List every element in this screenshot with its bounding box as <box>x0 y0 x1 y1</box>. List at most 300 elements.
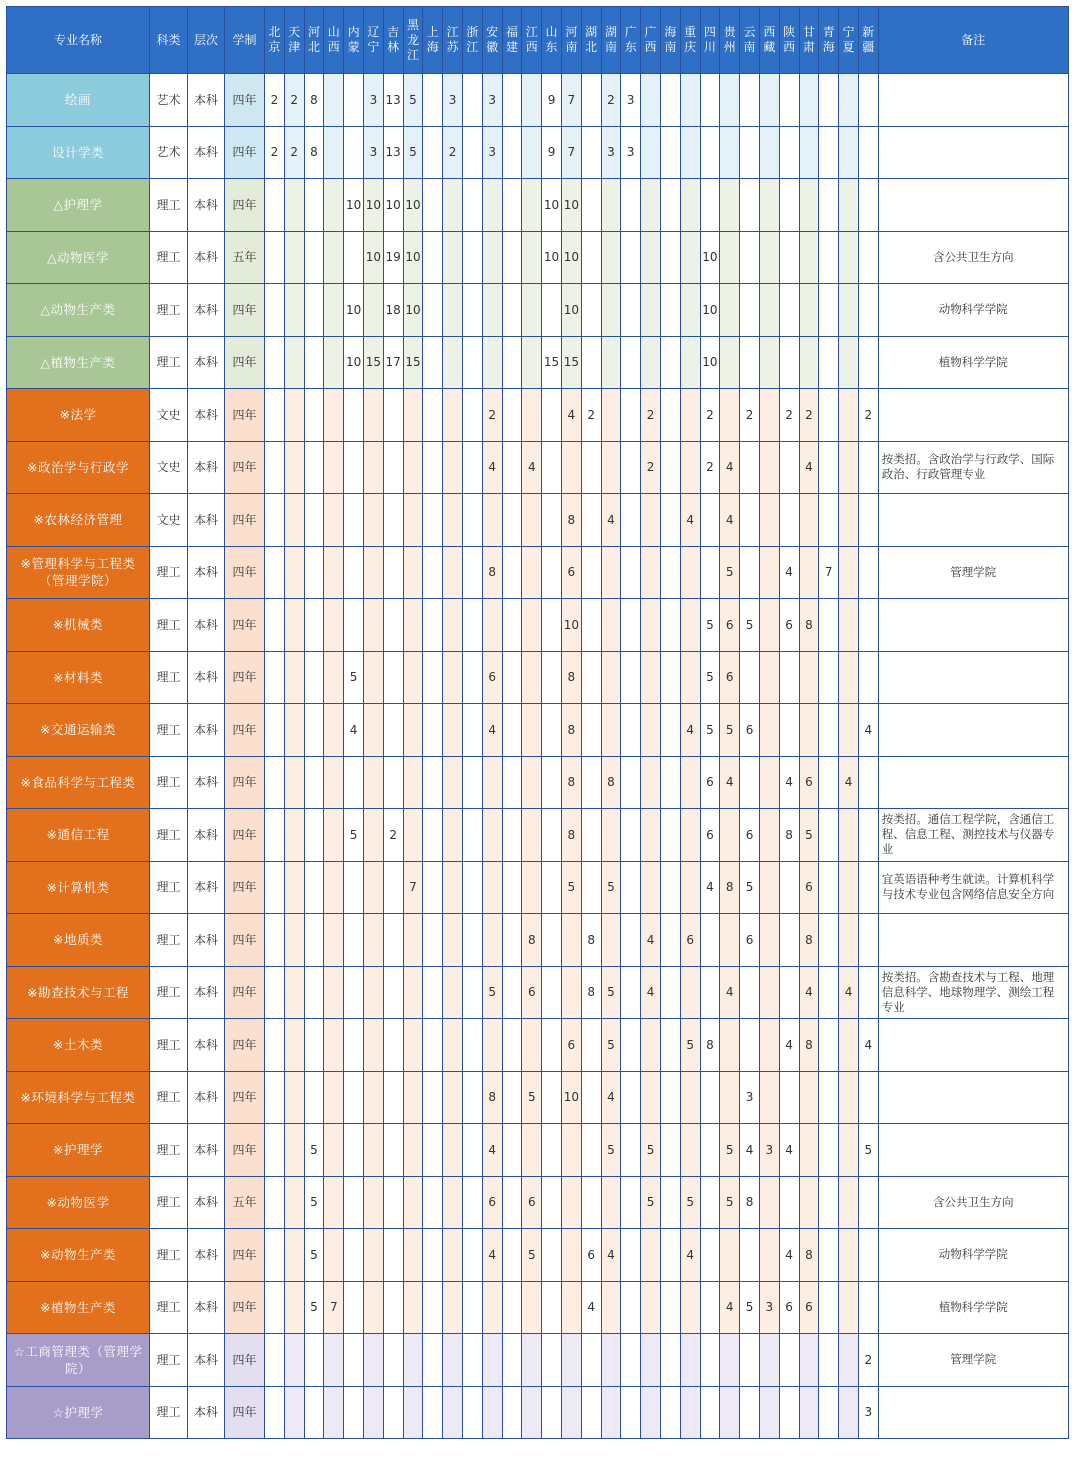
quota-cell <box>839 389 859 442</box>
quota-cell <box>462 231 482 284</box>
note-cell: 管理学院 <box>878 546 1068 599</box>
quota-cell <box>740 1019 760 1072</box>
quota-cell <box>839 336 859 389</box>
quota-cell <box>621 756 641 809</box>
quota-cell: 6 <box>680 914 700 967</box>
table-row <box>7 284 1069 337</box>
quota-cell <box>462 1176 482 1229</box>
quota-cell <box>700 1386 720 1439</box>
quota-cell <box>858 1229 878 1282</box>
level-cell: 本科 <box>188 704 225 757</box>
quota-cell <box>522 704 542 757</box>
quota-cell <box>502 914 522 967</box>
duration-cell: 四年 <box>225 651 265 704</box>
table-row <box>7 441 1069 494</box>
quota-cell <box>344 1176 364 1229</box>
quota-cell: 10 <box>363 231 383 284</box>
quota-cell: 5 <box>522 1229 542 1282</box>
quota-cell: 6 <box>779 1281 799 1334</box>
note-cell <box>878 1071 1068 1124</box>
quota-cell <box>462 1281 482 1334</box>
quota-cell <box>621 389 641 442</box>
header-province: 江苏 <box>443 7 463 74</box>
major-name-cell: △动物生产类 <box>7 284 150 337</box>
note-cell: 按类招。含政治学与行政学、国际政治、行政管理专业 <box>878 441 1068 494</box>
category-cell: 理工 <box>150 1334 188 1387</box>
quota-cell <box>660 441 680 494</box>
header-province: 云南 <box>740 7 760 74</box>
quota-cell <box>759 74 779 127</box>
header-province: 广西 <box>641 7 661 74</box>
quota-cell <box>700 74 720 127</box>
quota-cell <box>700 546 720 599</box>
quota-cell: 3 <box>621 74 641 127</box>
quota-cell <box>660 704 680 757</box>
quota-cell: 8 <box>799 1229 819 1282</box>
quota-cell <box>700 1334 720 1387</box>
quota-cell: 3 <box>482 74 502 127</box>
note-cell <box>878 1386 1068 1439</box>
quota-cell: 4 <box>720 966 740 1019</box>
note-cell <box>878 599 1068 652</box>
quota-cell: 10 <box>700 231 720 284</box>
quota-cell: 8 <box>799 599 819 652</box>
quota-cell: 5 <box>641 1124 661 1177</box>
quota-cell <box>363 1124 383 1177</box>
quota-cell <box>344 389 364 442</box>
quota-cell <box>819 179 839 232</box>
quota-cell <box>759 494 779 547</box>
quota-cell <box>304 494 324 547</box>
note-cell <box>878 1019 1068 1072</box>
quota-cell <box>443 1019 463 1072</box>
quota-cell <box>660 231 680 284</box>
note-cell: 动物科学学院 <box>878 1229 1068 1282</box>
header-province: 辽宁 <box>363 7 383 74</box>
quota-cell <box>660 1019 680 1072</box>
quota-cell <box>482 756 502 809</box>
quota-cell <box>641 126 661 179</box>
quota-cell <box>621 494 641 547</box>
quota-cell <box>819 336 839 389</box>
quota-cell <box>819 809 839 862</box>
level-cell: 本科 <box>188 651 225 704</box>
quota-cell: 6 <box>799 1281 819 1334</box>
quota-cell: 17 <box>383 336 403 389</box>
quota-cell: 5 <box>740 1281 760 1334</box>
quota-cell: 10 <box>542 231 562 284</box>
quota-cell <box>344 1124 364 1177</box>
quota-cell <box>839 651 859 704</box>
quota-cell <box>720 1019 740 1072</box>
quota-cell <box>799 1334 819 1387</box>
quota-cell <box>839 1176 859 1229</box>
quota-cell <box>284 704 304 757</box>
quota-cell <box>403 389 423 442</box>
quota-cell: 6 <box>700 809 720 862</box>
major-name-cell: △植物生产类 <box>7 336 150 389</box>
quota-cell <box>284 1124 304 1177</box>
quota-cell <box>304 546 324 599</box>
quota-cell <box>641 809 661 862</box>
quota-cell <box>561 1176 581 1229</box>
quota-cell: 3 <box>621 126 641 179</box>
quota-cell <box>759 126 779 179</box>
header-province: 吉林 <box>383 7 403 74</box>
quota-cell: 8 <box>581 914 601 967</box>
quota-cell <box>363 389 383 442</box>
table-row <box>7 1281 1069 1334</box>
quota-cell <box>720 809 740 862</box>
quota-cell <box>482 861 502 914</box>
quota-cell: 4 <box>581 1281 601 1334</box>
quota-cell <box>344 1386 364 1439</box>
quota-cell <box>839 1229 859 1282</box>
quota-cell <box>680 1071 700 1124</box>
quota-cell <box>779 1386 799 1439</box>
quota-cell: 2 <box>779 389 799 442</box>
quota-cell <box>601 336 621 389</box>
quota-cell <box>502 1176 522 1229</box>
quota-cell: 4 <box>720 1281 740 1334</box>
quota-cell <box>542 756 562 809</box>
quota-cell: 4 <box>779 1124 799 1177</box>
quota-cell <box>581 546 601 599</box>
quota-cell <box>502 336 522 389</box>
quota-cell: 4 <box>522 441 542 494</box>
quota-cell <box>581 1334 601 1387</box>
quota-cell <box>839 179 859 232</box>
quota-cell <box>779 651 799 704</box>
duration-cell: 四年 <box>225 756 265 809</box>
category-cell: 理工 <box>150 336 188 389</box>
quota-cell <box>542 1071 562 1124</box>
quota-cell <box>443 441 463 494</box>
quota-cell <box>660 1229 680 1282</box>
quota-cell <box>363 1229 383 1282</box>
quota-cell <box>502 74 522 127</box>
major-name-cell: ※政治学与行政学 <box>7 441 150 494</box>
header-province: 陕西 <box>779 7 799 74</box>
quota-cell: 2 <box>284 126 304 179</box>
category-cell: 理工 <box>150 1176 188 1229</box>
major-name-cell: ※环境科学与工程类 <box>7 1071 150 1124</box>
quota-cell <box>858 1281 878 1334</box>
quota-cell <box>383 1071 403 1124</box>
quota-cell <box>759 756 779 809</box>
header-province: 天津 <box>284 7 304 74</box>
quota-cell <box>344 74 364 127</box>
quota-cell <box>423 336 443 389</box>
quota-cell: 4 <box>344 704 364 757</box>
quota-cell <box>324 599 344 652</box>
quota-cell <box>482 1386 502 1439</box>
category-cell: 理工 <box>150 1019 188 1072</box>
quota-cell <box>660 336 680 389</box>
quota-cell <box>403 809 423 862</box>
quota-cell <box>403 756 423 809</box>
quota-cell <box>443 231 463 284</box>
quota-cell <box>363 1019 383 1072</box>
quota-cell: 8 <box>561 809 581 862</box>
quota-cell <box>423 599 443 652</box>
quota-cell <box>542 389 562 442</box>
major-name-cell: ※机械类 <box>7 599 150 652</box>
quota-cell <box>819 651 839 704</box>
quota-cell <box>284 494 304 547</box>
quota-cell <box>581 1176 601 1229</box>
table-row <box>7 756 1069 809</box>
quota-cell <box>284 284 304 337</box>
quota-cell: 10 <box>561 231 581 284</box>
level-cell: 本科 <box>188 1281 225 1334</box>
quota-cell: 8 <box>561 704 581 757</box>
quota-cell <box>542 284 562 337</box>
quota-cell <box>462 1334 482 1387</box>
quota-cell: 2 <box>858 389 878 442</box>
quota-cell <box>344 441 364 494</box>
quota-cell: 8 <box>304 126 324 179</box>
quota-cell <box>383 756 403 809</box>
quota-cell: 2 <box>740 389 760 442</box>
table-row <box>7 651 1069 704</box>
quota-cell: 2 <box>265 74 285 127</box>
level-cell: 本科 <box>188 1386 225 1439</box>
quota-cell <box>740 74 760 127</box>
quota-cell <box>482 809 502 862</box>
table-row <box>7 914 1069 967</box>
quota-cell <box>423 126 443 179</box>
quota-cell <box>641 704 661 757</box>
quota-cell <box>363 441 383 494</box>
quota-cell <box>443 966 463 1019</box>
quota-cell <box>423 704 443 757</box>
quota-cell: 3 <box>363 126 383 179</box>
quota-cell <box>660 1176 680 1229</box>
quota-cell: 10 <box>403 231 423 284</box>
quota-cell <box>324 861 344 914</box>
quota-cell <box>839 1386 859 1439</box>
quota-cell <box>284 756 304 809</box>
quota-cell <box>799 546 819 599</box>
note-cell <box>878 179 1068 232</box>
quota-cell <box>462 284 482 337</box>
duration-cell: 四年 <box>225 861 265 914</box>
table-row <box>7 1386 1069 1439</box>
quota-cell <box>779 336 799 389</box>
quota-cell <box>344 1229 364 1282</box>
header-province: 河北 <box>304 7 324 74</box>
quota-cell <box>502 966 522 1019</box>
quota-cell: 2 <box>383 809 403 862</box>
quota-cell <box>304 179 324 232</box>
quota-cell <box>443 336 463 389</box>
quota-cell: 2 <box>641 441 661 494</box>
quota-cell <box>542 651 562 704</box>
quota-cell: 4 <box>482 704 502 757</box>
quota-cell <box>680 1124 700 1177</box>
header-province: 海南 <box>660 7 680 74</box>
quota-cell <box>383 494 403 547</box>
quota-cell: 5 <box>700 651 720 704</box>
quota-cell <box>423 179 443 232</box>
quota-cell <box>720 284 740 337</box>
header-province: 青海 <box>819 7 839 74</box>
category-cell: 理工 <box>150 756 188 809</box>
category-cell: 理工 <box>150 599 188 652</box>
quota-cell <box>324 74 344 127</box>
quota-cell <box>522 546 542 599</box>
level-cell: 本科 <box>188 179 225 232</box>
quota-cell <box>423 1071 443 1124</box>
quota-cell: 10 <box>403 179 423 232</box>
quota-cell <box>660 914 680 967</box>
level-cell: 本科 <box>188 1229 225 1282</box>
quota-cell <box>344 1334 364 1387</box>
major-name-cell: ※交通运输类 <box>7 704 150 757</box>
quota-cell <box>581 1071 601 1124</box>
quota-cell <box>443 494 463 547</box>
major-name-cell: ☆工商管理类（管理学院） <box>7 1334 150 1387</box>
header-province: 新疆 <box>858 7 878 74</box>
quota-cell <box>839 1019 859 1072</box>
quota-cell: 4 <box>799 441 819 494</box>
quota-cell <box>502 546 522 599</box>
quota-cell: 5 <box>720 1176 740 1229</box>
quota-cell <box>839 1334 859 1387</box>
quota-cell <box>522 599 542 652</box>
quota-cell <box>680 126 700 179</box>
quota-cell <box>779 179 799 232</box>
table-row <box>7 494 1069 547</box>
quota-cell <box>304 914 324 967</box>
quota-cell <box>839 494 859 547</box>
table-row <box>7 126 1069 179</box>
quota-cell <box>759 1176 779 1229</box>
quota-cell: 10 <box>700 284 720 337</box>
duration-cell: 四年 <box>225 1071 265 1124</box>
quota-cell: 4 <box>858 1019 878 1072</box>
quota-cell: 10 <box>561 1071 581 1124</box>
category-cell: 理工 <box>150 231 188 284</box>
quota-cell <box>858 494 878 547</box>
quota-cell <box>621 651 641 704</box>
duration-cell: 四年 <box>225 336 265 389</box>
quota-cell <box>641 1281 661 1334</box>
quota-cell <box>819 1124 839 1177</box>
quota-cell <box>304 1386 324 1439</box>
quota-cell <box>759 231 779 284</box>
quota-cell <box>581 809 601 862</box>
quota-cell <box>344 231 364 284</box>
quota-cell: 4 <box>601 494 621 547</box>
quota-cell: 2 <box>799 389 819 442</box>
note-cell <box>878 914 1068 967</box>
duration-cell: 四年 <box>225 704 265 757</box>
major-name-cell: ※土木类 <box>7 1019 150 1072</box>
quota-cell <box>324 179 344 232</box>
quota-cell: 5 <box>601 966 621 1019</box>
quota-cell <box>522 651 542 704</box>
quota-cell: 6 <box>740 809 760 862</box>
quota-cell <box>799 336 819 389</box>
duration-cell: 四年 <box>225 1281 265 1334</box>
quota-cell <box>720 231 740 284</box>
quota-cell <box>759 861 779 914</box>
quota-cell <box>759 1386 779 1439</box>
quota-cell: 6 <box>740 704 760 757</box>
quota-cell <box>344 599 364 652</box>
quota-cell <box>858 179 878 232</box>
header-duration: 学制 <box>225 7 265 74</box>
quota-cell <box>502 389 522 442</box>
quota-cell <box>819 1386 839 1439</box>
quota-cell: 4 <box>561 389 581 442</box>
category-cell: 文史 <box>150 494 188 547</box>
quota-cell: 2 <box>858 1334 878 1387</box>
quota-cell <box>462 1229 482 1282</box>
quota-cell <box>542 809 562 862</box>
quota-cell <box>858 74 878 127</box>
quota-cell <box>284 1019 304 1072</box>
quota-cell <box>720 336 740 389</box>
table-row <box>7 1071 1069 1124</box>
quota-cell <box>383 1019 403 1072</box>
quota-cell <box>819 74 839 127</box>
quota-cell <box>304 1019 324 1072</box>
quota-cell <box>839 126 859 179</box>
quota-cell <box>621 231 641 284</box>
quota-cell <box>819 1281 839 1334</box>
quota-cell <box>265 546 285 599</box>
quota-cell: 4 <box>779 1019 799 1072</box>
duration-cell: 四年 <box>225 126 265 179</box>
quota-cell: 7 <box>561 74 581 127</box>
table-row <box>7 1124 1069 1177</box>
quota-cell <box>759 1229 779 1282</box>
quota-cell: 4 <box>641 966 661 1019</box>
quota-cell <box>720 914 740 967</box>
header-province: 安徽 <box>482 7 502 74</box>
quota-cell <box>641 1334 661 1387</box>
quota-cell <box>581 336 601 389</box>
quota-cell <box>423 756 443 809</box>
quota-cell <box>581 441 601 494</box>
table-row <box>7 231 1069 284</box>
header-note: 备注 <box>878 7 1068 74</box>
quota-cell <box>779 494 799 547</box>
quota-cell <box>839 1071 859 1124</box>
header-province: 四川 <box>700 7 720 74</box>
category-cell: 文史 <box>150 441 188 494</box>
quota-cell <box>383 546 403 599</box>
quota-cell <box>621 441 641 494</box>
quota-cell <box>621 1281 641 1334</box>
quota-cell <box>641 756 661 809</box>
quota-cell <box>443 1229 463 1282</box>
quota-cell <box>522 756 542 809</box>
header-province: 浙江 <box>462 7 482 74</box>
quota-cell <box>403 1229 423 1282</box>
quota-cell: 3 <box>443 74 463 127</box>
quota-cell: 2 <box>700 441 720 494</box>
note-cell <box>878 74 1068 127</box>
quota-cell <box>839 861 859 914</box>
table-row <box>7 179 1069 232</box>
header-province: 山东 <box>542 7 562 74</box>
quota-cell: 6 <box>482 651 502 704</box>
quota-cell: 5 <box>740 861 760 914</box>
